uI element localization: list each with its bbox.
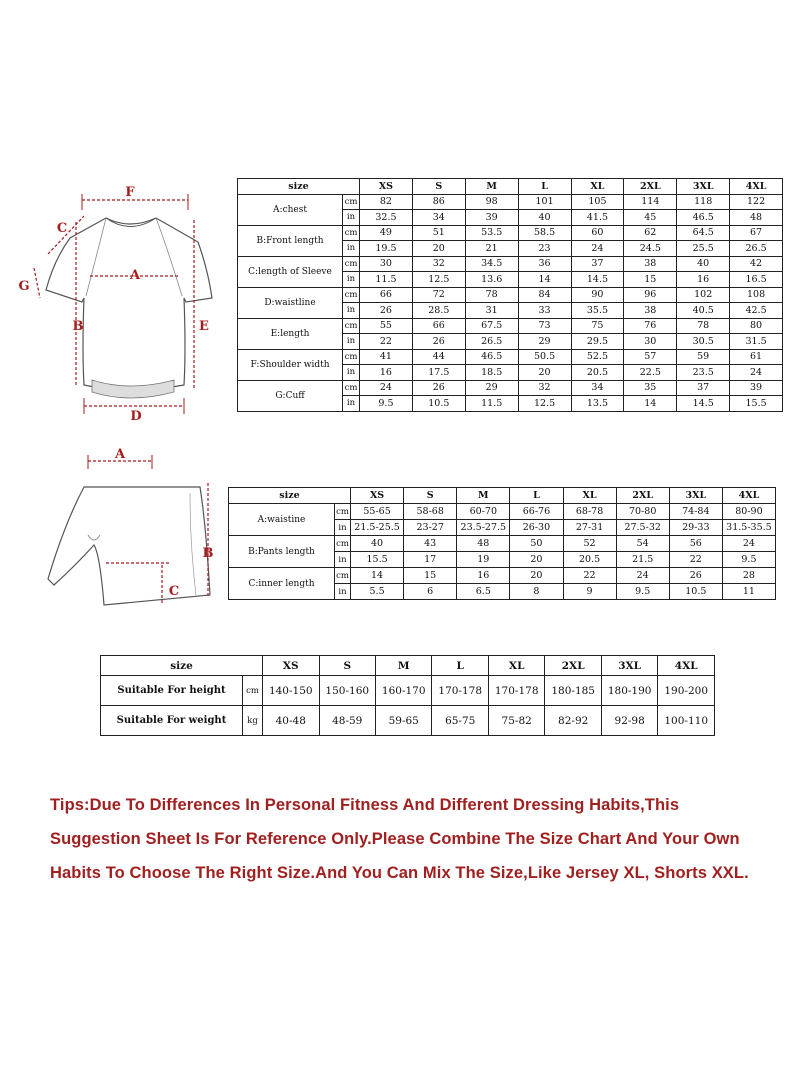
measurement-cell: 74-84	[669, 504, 722, 520]
measurement-cell: 50	[510, 536, 563, 552]
shorts-size-col: L	[510, 488, 563, 504]
measurement-label: A:chest	[238, 194, 343, 225]
measurement-cell: 102	[677, 287, 730, 303]
measurement-cell: 50.5	[518, 349, 571, 365]
measurement-cell: 25.5	[677, 241, 730, 257]
fit-cell: 65-75	[432, 706, 488, 736]
fit-row-unit: cm	[243, 676, 263, 706]
measurement-cell: 30	[624, 334, 677, 350]
jersey-size-col: 4XL	[730, 179, 783, 195]
measurement-cell: 96	[624, 287, 677, 303]
measurement-cell: 68-78	[563, 504, 616, 520]
measurement-cell: 13.5	[571, 396, 624, 412]
jersey-diagram	[18, 180, 233, 425]
measurement-cell: 34	[571, 380, 624, 396]
measurement-cell: 114	[624, 194, 677, 210]
measurement-cell: 9.5	[360, 396, 413, 412]
measurement-cell: 37	[571, 256, 624, 272]
measurement-cell: 26-30	[510, 520, 563, 536]
measurement-cell: 10.5	[412, 396, 465, 412]
shorts-size-col: M	[457, 488, 510, 504]
measurement-cell: 29-33	[669, 520, 722, 536]
measurement-cell: 14	[624, 396, 677, 412]
unit-label: in	[343, 303, 360, 319]
measurement-cell: 29	[465, 380, 518, 396]
fit-row-height	[101, 676, 715, 706]
measurement-label: B:Pants length	[229, 536, 335, 568]
fit-cell: 150-160	[319, 676, 375, 706]
fit-cell: 180-185	[545, 676, 601, 706]
measurement-cell: 18.5	[465, 365, 518, 381]
jersey-table-body	[238, 194, 783, 411]
jersey-row-cm	[238, 318, 783, 334]
measurement-cell: 17	[404, 552, 457, 568]
measurement-cell: 98	[465, 194, 518, 210]
measurement-cell: 23.5	[677, 365, 730, 381]
measurement-cell: 20	[510, 568, 563, 584]
measurement-cell: 24	[571, 241, 624, 257]
jersey-row-cm	[238, 256, 783, 272]
measurement-cell: 32	[412, 256, 465, 272]
measurement-cell: 28	[722, 568, 775, 584]
measurement-cell: 67.5	[465, 318, 518, 334]
fit-cell: 160-170	[375, 676, 431, 706]
measurement-cell: 73	[518, 318, 571, 334]
measurement-label: C:length of Sleeve	[238, 256, 343, 287]
fit-row-label: Suitable For weight	[101, 706, 243, 736]
measurement-cell: 75	[571, 318, 624, 334]
fit-cell: 59-65	[375, 706, 431, 736]
measurement-cell: 66	[360, 287, 413, 303]
measurement-cell: 20	[518, 365, 571, 381]
measurement-cell: 9.5	[722, 552, 775, 568]
fit-size-col: XL	[488, 656, 544, 676]
shorts-row-cm	[229, 536, 776, 552]
unit-label: in	[343, 241, 360, 257]
measurement-cell: 9	[563, 584, 616, 600]
fit-cell: 170-178	[432, 676, 488, 706]
label-d: D	[130, 409, 142, 424]
measurement-cell: 22	[563, 568, 616, 584]
fit-cell: 75-82	[488, 706, 544, 736]
fit-cell: 180-190	[601, 676, 657, 706]
measurement-cell: 5.5	[351, 584, 404, 600]
measurement-cell: 39	[730, 380, 783, 396]
unit-label: cm	[343, 194, 360, 210]
shorts-size-table	[228, 487, 776, 600]
measurement-cell: 39	[465, 210, 518, 226]
measurement-cell: 29.5	[571, 334, 624, 350]
label-b: B	[72, 319, 84, 334]
measurement-cell: 20	[412, 241, 465, 257]
measurement-cell: 23-27	[404, 520, 457, 536]
unit-label: in	[343, 396, 360, 412]
measurement-cell: 118	[677, 194, 730, 210]
measurement-cell: 108	[730, 287, 783, 303]
measurement-cell: 21.5-25.5	[351, 520, 404, 536]
measurement-label: A:waistine	[229, 504, 335, 536]
measurement-cell: 54	[616, 536, 669, 552]
measurement-cell: 15	[624, 272, 677, 288]
fit-size-col: M	[375, 656, 431, 676]
measurement-cell: 24	[360, 380, 413, 396]
measurement-cell: 14	[518, 272, 571, 288]
jersey-row-cm	[238, 349, 783, 365]
measurement-cell: 66	[412, 318, 465, 334]
measurement-cell: 22	[360, 334, 413, 350]
jersey-row-cm	[238, 287, 783, 303]
measurement-cell: 24.5	[624, 241, 677, 257]
measurement-cell: 82	[360, 194, 413, 210]
unit-label: in	[343, 272, 360, 288]
fit-size-col: S	[319, 656, 375, 676]
jersey-size-col: S	[412, 179, 465, 195]
fit-size-col: 4XL	[658, 656, 715, 676]
measurement-cell: 17.5	[412, 365, 465, 381]
fit-table-header-row	[101, 656, 715, 676]
measurement-cell: 34.5	[465, 256, 518, 272]
measurement-cell: 40	[518, 210, 571, 226]
measurement-cell: 12.5	[518, 396, 571, 412]
shorts-size-col: 3XL	[669, 488, 722, 504]
measurement-cell: 26	[412, 380, 465, 396]
jersey-size-col: 2XL	[624, 179, 677, 195]
measurement-cell: 59	[677, 349, 730, 365]
measurement-cell: 6	[404, 584, 457, 600]
shorts-table-header-row	[229, 488, 776, 504]
measurement-cell: 26	[412, 334, 465, 350]
measurement-cell: 51	[412, 225, 465, 241]
measurement-cell: 11	[722, 584, 775, 600]
unit-label: cm	[335, 536, 351, 552]
measurement-cell: 15.5	[351, 552, 404, 568]
jersey-size-col: 3XL	[677, 179, 730, 195]
measurement-cell: 66-76	[510, 504, 563, 520]
measurement-cell: 46.5	[465, 349, 518, 365]
jersey-row-cm	[238, 225, 783, 241]
measurement-cell: 12.5	[412, 272, 465, 288]
measurement-cell: 20.5	[571, 365, 624, 381]
measurement-cell: 43	[404, 536, 457, 552]
measurement-cell: 61	[730, 349, 783, 365]
measurement-cell: 40	[677, 256, 730, 272]
measurement-cell: 15.5	[730, 396, 783, 412]
fit-size-col: XS	[263, 656, 319, 676]
unit-label: cm	[343, 287, 360, 303]
measurement-cell: 20.5	[563, 552, 616, 568]
fit-row-label: Suitable For height	[101, 676, 243, 706]
shorts-size-col: XL	[563, 488, 616, 504]
shorts-label-b: B	[202, 546, 214, 561]
unit-label: in	[335, 552, 351, 568]
measurement-cell: 49	[360, 225, 413, 241]
measurement-cell: 15	[404, 568, 457, 584]
size-tips-text: Tips:Due To Differences In Personal Fitness And Different Dressing Habits,This Suggestion Sheet Is For Reference Only.Please Combine The Size Chart And Your Own Habits To Choose The Right Size.And You Can Mix The Size,Like Jersey XL, Shorts XXL.	[50, 796, 749, 882]
measurement-cell: 24	[730, 365, 783, 381]
fit-cell: 170-178	[488, 676, 544, 706]
measurement-cell: 58.5	[518, 225, 571, 241]
measurement-cell: 31.5-35.5	[722, 520, 775, 536]
jersey-size-col: XS	[360, 179, 413, 195]
unit-label: cm	[335, 568, 351, 584]
label-a: A	[129, 268, 141, 283]
shorts-size-col: 4XL	[722, 488, 775, 504]
fit-cell: 40-48	[263, 706, 319, 736]
measurement-cell: 16	[360, 365, 413, 381]
measurement-cell: 78	[677, 318, 730, 334]
measurement-label: B:Front length	[238, 225, 343, 256]
jersey-size-header: size	[238, 179, 360, 195]
measurement-label: E:length	[238, 318, 343, 349]
fit-row-weight	[101, 706, 715, 736]
measurement-cell: 13.6	[465, 272, 518, 288]
measurement-cell: 28.5	[412, 303, 465, 319]
fit-size-header: size	[101, 656, 263, 676]
jersey-table-header-row	[238, 179, 783, 195]
measurement-cell: 36	[518, 256, 571, 272]
measurement-cell: 31.5	[730, 334, 783, 350]
measurement-cell: 16	[677, 272, 730, 288]
shorts-label-a: A	[114, 447, 126, 462]
measurement-cell: 90	[571, 287, 624, 303]
unit-label: cm	[343, 256, 360, 272]
shorts-size-header: size	[229, 488, 351, 504]
measurement-cell: 78	[465, 287, 518, 303]
measurement-cell: 22.5	[624, 365, 677, 381]
measurement-cell: 122	[730, 194, 783, 210]
measurement-cell: 26.5	[730, 241, 783, 257]
measurement-cell: 72	[412, 287, 465, 303]
measurement-cell: 32.5	[360, 210, 413, 226]
measurement-cell: 29	[518, 334, 571, 350]
measurement-cell: 31	[465, 303, 518, 319]
measurement-cell: 30	[360, 256, 413, 272]
measurement-cell: 60-70	[457, 504, 510, 520]
measure-line-g	[34, 268, 40, 298]
measurement-cell: 27.5-32	[616, 520, 669, 536]
measurement-cell: 35.5	[571, 303, 624, 319]
measurement-cell: 62	[624, 225, 677, 241]
measurement-cell: 24	[616, 568, 669, 584]
measurement-cell: 16	[457, 568, 510, 584]
unit-label: in	[335, 520, 351, 536]
jersey-row-cm	[238, 194, 783, 210]
fit-row-unit: kg	[243, 706, 263, 736]
jersey-diagram-svg	[18, 180, 233, 425]
measurement-cell: 105	[571, 194, 624, 210]
shorts-size-col: XS	[351, 488, 404, 504]
measurement-cell: 41.5	[571, 210, 624, 226]
measurement-cell: 42	[730, 256, 783, 272]
shorts-row-cm	[229, 568, 776, 584]
measurement-cell: 19.5	[360, 241, 413, 257]
fit-size-table	[100, 655, 715, 736]
measurement-cell: 23.5-27.5	[457, 520, 510, 536]
measurement-cell: 11.5	[360, 272, 413, 288]
measurement-cell: 8	[510, 584, 563, 600]
measurement-cell: 57	[624, 349, 677, 365]
measurement-cell: 14.5	[677, 396, 730, 412]
measurement-label: G:Cuff	[238, 380, 343, 411]
measurement-label: F:Shoulder width	[238, 349, 343, 380]
unit-label: in	[343, 210, 360, 226]
fit-cell: 100-110	[658, 706, 715, 736]
measurement-cell: 6.5	[457, 584, 510, 600]
measurement-cell: 53.5	[465, 225, 518, 241]
fit-size-col: L	[432, 656, 488, 676]
measurement-cell: 22	[669, 552, 722, 568]
measurement-cell: 14.5	[571, 272, 624, 288]
measurement-cell: 32	[518, 380, 571, 396]
fit-size-col: 3XL	[601, 656, 657, 676]
shorts-outline	[48, 487, 210, 605]
jersey-row-cm	[238, 380, 783, 396]
jersey-size-col: L	[518, 179, 571, 195]
jersey-outline	[46, 218, 212, 390]
measurement-cell: 58-68	[404, 504, 457, 520]
label-f: F	[125, 185, 135, 200]
shorts-diagram	[40, 445, 225, 615]
measurement-cell: 76	[624, 318, 677, 334]
measurement-cell: 21.5	[616, 552, 669, 568]
measurement-cell: 35	[624, 380, 677, 396]
measurement-cell: 27-31	[563, 520, 616, 536]
measurement-cell: 24	[722, 536, 775, 552]
shorts-size-col: S	[404, 488, 457, 504]
measurement-cell: 101	[518, 194, 571, 210]
fit-cell: 48-59	[319, 706, 375, 736]
fit-cell: 190-200	[658, 676, 715, 706]
fit-cell: 140-150	[263, 676, 319, 706]
measurement-cell: 44	[412, 349, 465, 365]
measurement-cell: 26	[360, 303, 413, 319]
jersey-size-table	[237, 178, 783, 412]
shorts-size-col: 2XL	[616, 488, 669, 504]
measurement-cell: 16.5	[730, 272, 783, 288]
shorts-label-c: C	[168, 584, 180, 599]
measurement-cell: 37	[677, 380, 730, 396]
measurement-cell: 10.5	[669, 584, 722, 600]
shorts-table-body	[229, 504, 776, 600]
measurement-cell: 52.5	[571, 349, 624, 365]
measurement-cell: 80	[730, 318, 783, 334]
measurement-cell: 42.5	[730, 303, 783, 319]
measurement-cell: 34	[412, 210, 465, 226]
measurement-cell: 48	[730, 210, 783, 226]
measurement-cell: 60	[571, 225, 624, 241]
measurement-cell: 19	[457, 552, 510, 568]
label-c: C	[56, 221, 68, 236]
measurement-cell: 46.5	[677, 210, 730, 226]
measurement-cell: 26.5	[465, 334, 518, 350]
measurement-cell: 67	[730, 225, 783, 241]
measurement-cell: 30.5	[677, 334, 730, 350]
measurement-cell: 40	[351, 536, 404, 552]
measurement-cell: 23	[518, 241, 571, 257]
shorts-row-cm	[229, 504, 776, 520]
measurement-cell: 52	[563, 536, 616, 552]
unit-label: cm	[343, 225, 360, 241]
fit-cell: 92-98	[601, 706, 657, 736]
measurement-cell: 14	[351, 568, 404, 584]
measurement-cell: 40.5	[677, 303, 730, 319]
measurement-cell: 70-80	[616, 504, 669, 520]
measurement-cell: 86	[412, 194, 465, 210]
measurement-cell: 26	[669, 568, 722, 584]
measurement-cell: 21	[465, 241, 518, 257]
fit-size-col: 2XL	[545, 656, 601, 676]
unit-label: in	[335, 584, 351, 600]
measurement-cell: 84	[518, 287, 571, 303]
jersey-size-col: M	[465, 179, 518, 195]
measurement-label: D:waistline	[238, 287, 343, 318]
fit-cell: 82-92	[545, 706, 601, 736]
shorts-diagram-svg	[40, 445, 225, 615]
measurement-cell: 33	[518, 303, 571, 319]
unit-label: cm	[335, 504, 351, 520]
measurement-cell: 80-90	[722, 504, 775, 520]
measurement-cell: 11.5	[465, 396, 518, 412]
measurement-cell: 45	[624, 210, 677, 226]
measurement-label: C:inner length	[229, 568, 335, 600]
measurement-cell: 56	[669, 536, 722, 552]
measurement-cell: 38	[624, 256, 677, 272]
unit-label: in	[343, 334, 360, 350]
unit-label: cm	[343, 380, 360, 396]
measurement-cell: 55-65	[351, 504, 404, 520]
measurement-cell: 20	[510, 552, 563, 568]
label-e: E	[199, 319, 209, 334]
measurement-cell: 64.5	[677, 225, 730, 241]
unit-label: in	[343, 365, 360, 381]
unit-label: cm	[343, 318, 360, 334]
measurement-cell: 48	[457, 536, 510, 552]
measurement-cell: 55	[360, 318, 413, 334]
measurement-cell: 9.5	[616, 584, 669, 600]
measurement-cell: 41	[360, 349, 413, 365]
unit-label: cm	[343, 349, 360, 365]
label-g: G	[18, 279, 30, 294]
measurement-cell: 38	[624, 303, 677, 319]
jersey-size-col: XL	[571, 179, 624, 195]
